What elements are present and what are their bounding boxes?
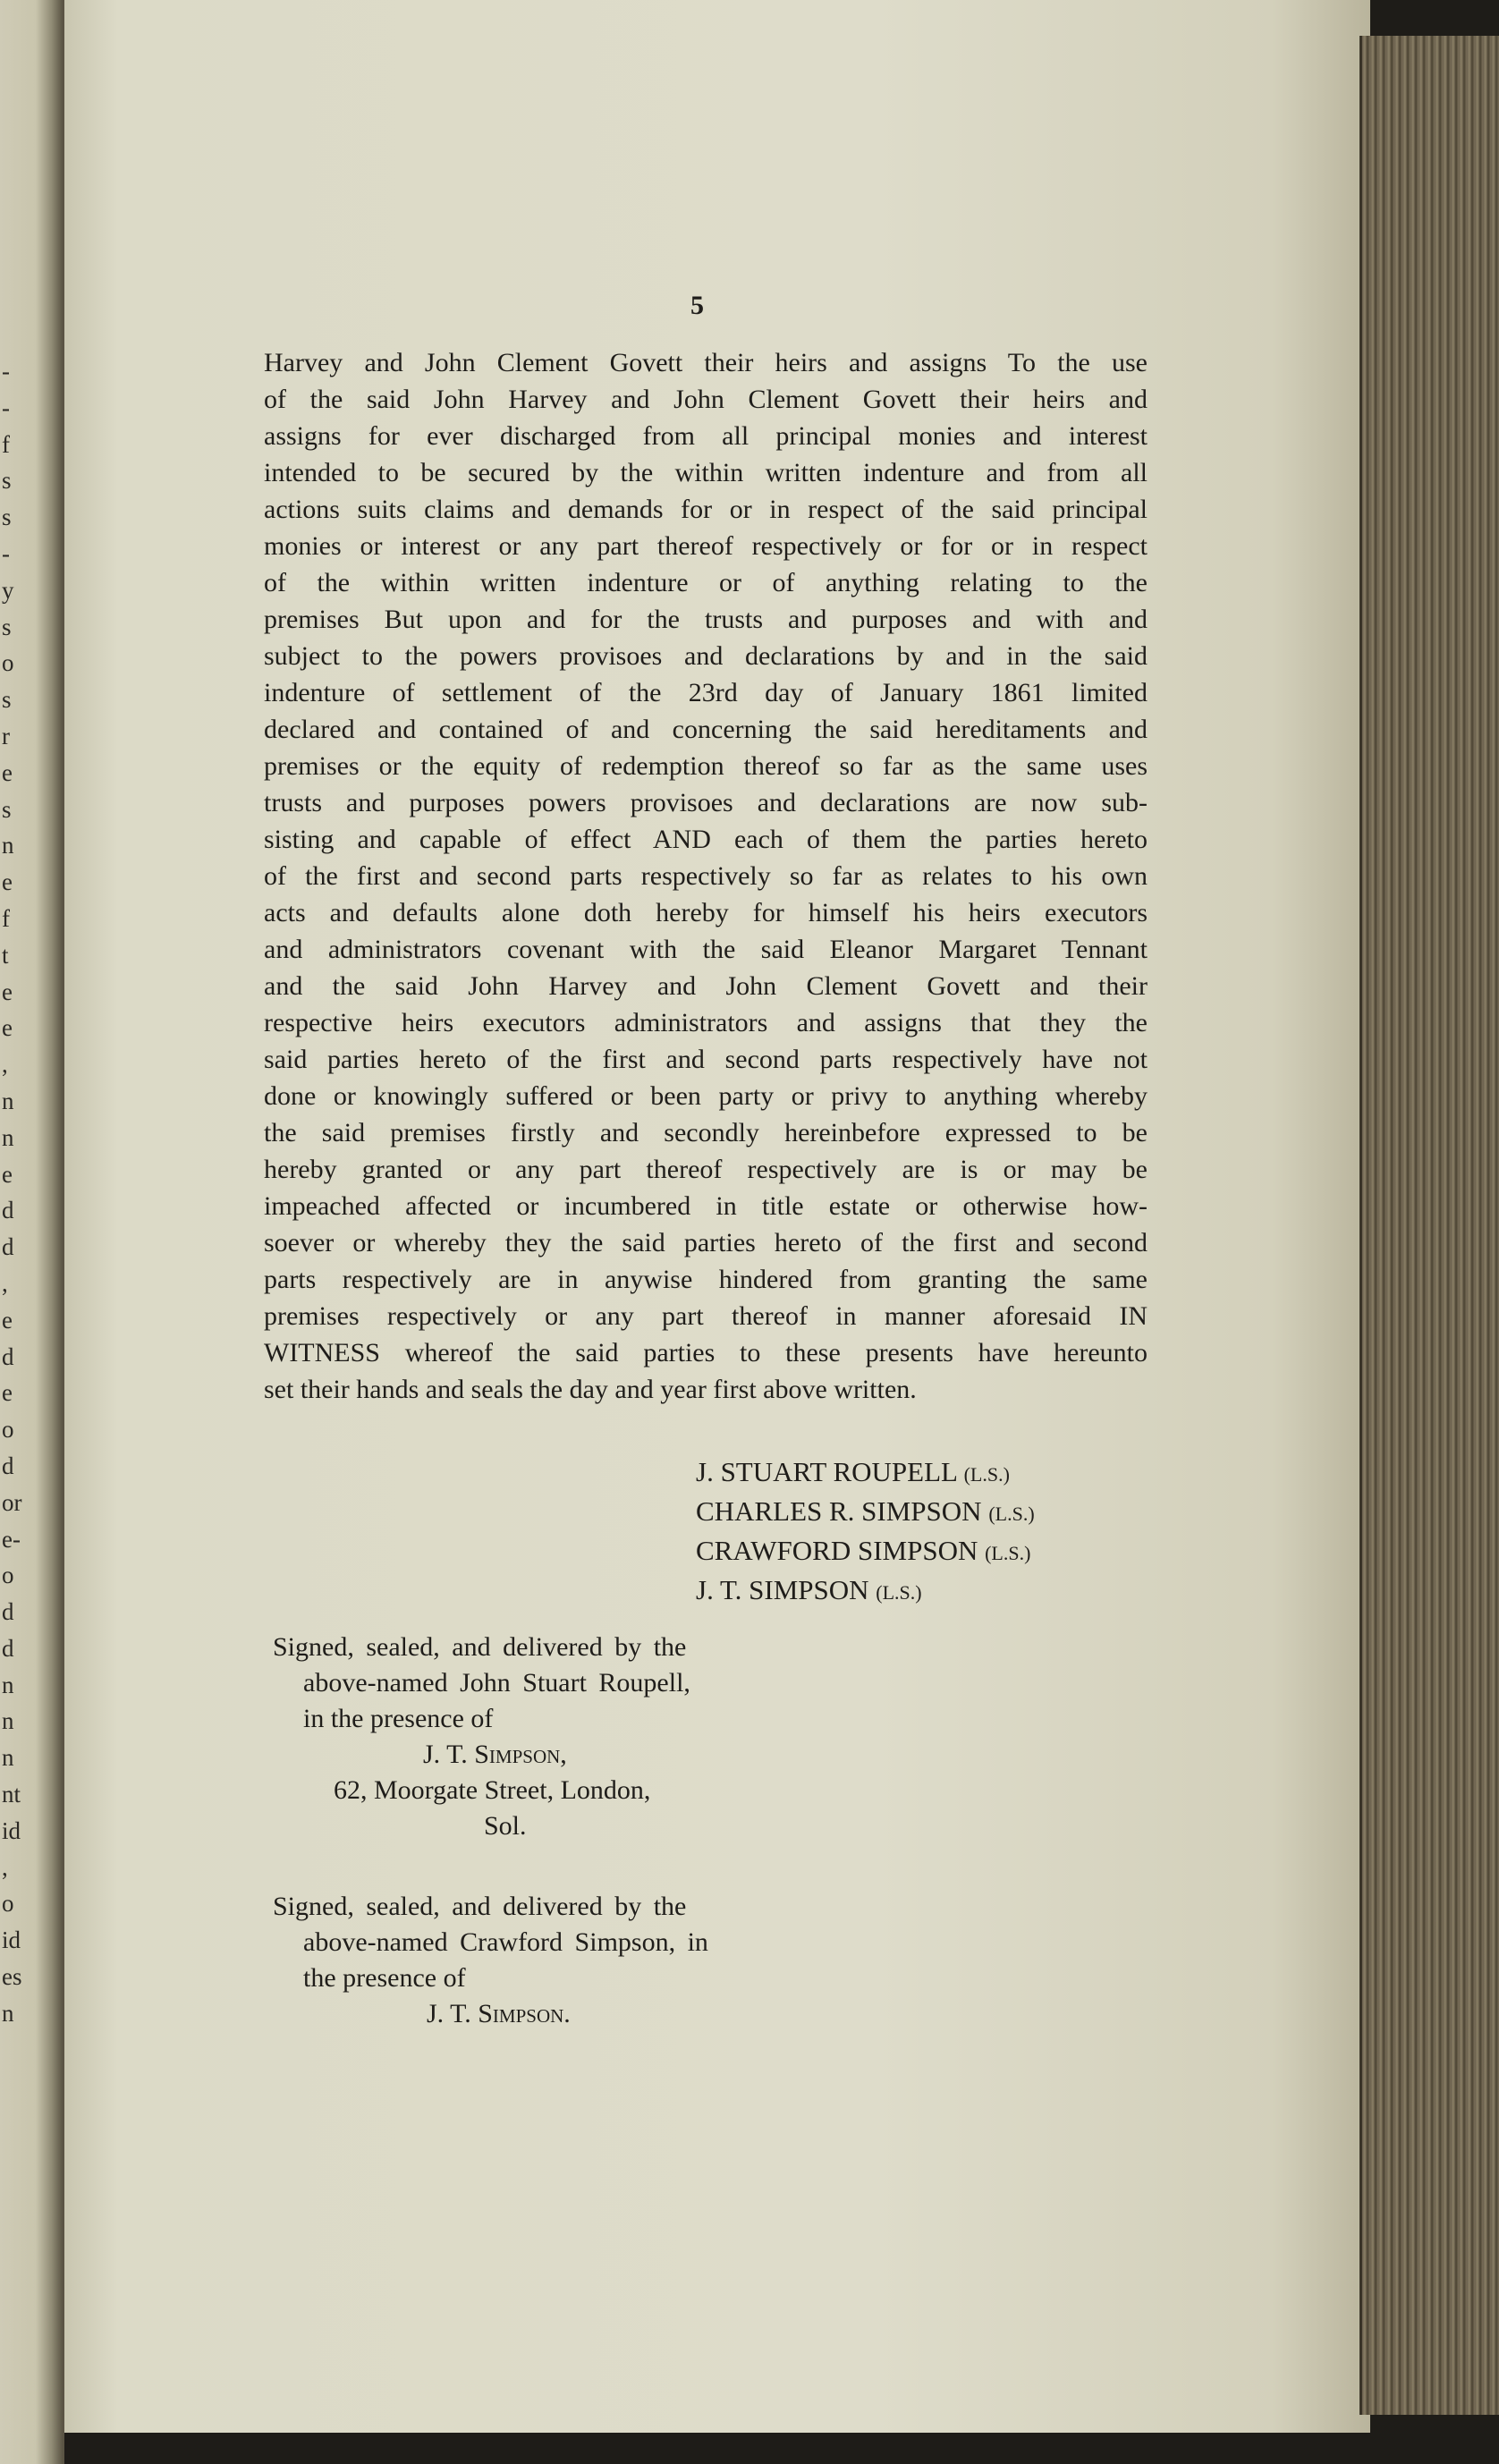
fragment-char: d: [2, 1233, 14, 1261]
fragment-char: o: [2, 1890, 14, 1918]
previous-page-text-fragments: [2, 353, 29, 2032]
fragment-char: or: [2, 1488, 22, 1516]
body-line: WITNESS whereof the said parties to these presents have hereunto: [264, 1338, 1148, 1367]
fragment-char: e-: [2, 1525, 21, 1553]
fragment-char: d: [2, 1342, 14, 1370]
page-number: 5: [690, 291, 704, 320]
body-line: indenture of settlement of the 23rd day of January 1861 limited: [264, 678, 1148, 707]
signature-line: [696, 1493, 1035, 1532]
attestation-line: in the presence of: [303, 1704, 494, 1733]
fragment-char: t: [2, 941, 9, 969]
body-line: sisting and capable of effect AND each of them the parties hereto: [264, 825, 1148, 854]
witness-title: Sol.: [484, 1811, 527, 1841]
witness-name: J. T. Simpson,: [423, 1740, 567, 1769]
body-line: premises But upon and for the trusts and purposes and with and: [264, 605, 1148, 634]
body-line: subject to the powers provisoes and declarations by and in the said: [264, 641, 1148, 671]
body-line: said parties hereto of the first and second parts respectively have not: [264, 1045, 1148, 1074]
fragment-char: s: [2, 613, 12, 640]
body-line: assigns for ever discharged from all principal monies and interest: [264, 421, 1148, 451]
body-line: premises respectively or any part thereof in manner aforesaid IN: [264, 1301, 1148, 1331]
signature-block: [696, 1453, 1035, 1611]
body-line: hereby granted or any part thereof respectively are is or may be: [264, 1155, 1148, 1184]
body-line: Harvey and John Clement Govett their heirs and assigns To the use: [264, 348, 1148, 377]
fragment-char: y: [2, 576, 14, 604]
fragment-char: e: [2, 1379, 13, 1407]
attestation-clause-roupell: [273, 1630, 690, 1844]
signatory-name: CRAWFORD SIMPSON: [696, 1535, 978, 1566]
seal-mark: (L.S.): [988, 1503, 1035, 1525]
body-line: the said premises firstly and secondly hereinbefore expressed to be: [264, 1118, 1148, 1147]
fragment-char: o: [2, 1416, 14, 1444]
attestation-line: Signed, sealed, and delivered by the: [273, 1892, 687, 1921]
fragment-char: -: [2, 539, 10, 567]
fragment-char: f: [2, 904, 10, 932]
signatory-name: J. T. SIMPSON: [696, 1574, 869, 1605]
fragment-char: ,: [2, 1269, 8, 1297]
signature-line: [696, 1532, 1035, 1571]
fragment-char: ,: [2, 1051, 8, 1079]
fragment-char: n: [2, 832, 14, 859]
deed-body-text: [264, 344, 1148, 1408]
fragment-char: e: [2, 758, 13, 786]
fragment-char: e: [2, 1014, 13, 1042]
body-line: set their hands and seals the day and year first above written.: [264, 1375, 917, 1404]
body-line: impeached affected or incumbered in title estate or otherwise how-: [264, 1191, 1148, 1221]
signature-line: [696, 1453, 1035, 1493]
fragment-char: -: [2, 358, 10, 385]
fragment-char: id: [2, 1816, 21, 1844]
fragment-char: n: [2, 1123, 14, 1151]
fragment-char: e: [2, 1306, 13, 1334]
fragment-char: r: [2, 722, 10, 749]
body-line: of the said John Harvey and John Clement Govett their heirs and: [264, 385, 1148, 414]
body-line: done or knowingly suffered or been party or privy to anything whereby: [264, 1081, 1148, 1111]
fragment-char: s: [2, 686, 12, 714]
signatory-name: J. STUART ROUPELL: [696, 1456, 957, 1487]
attestation-line: above-named Crawford Simpson, in: [303, 1927, 708, 1957]
body-line: parts respectively are in anywise hindered from granting the same: [264, 1265, 1148, 1294]
fragment-char: ,: [2, 1853, 8, 1881]
body-line: of the within written indenture or of anything relating to the: [264, 568, 1148, 597]
body-line: acts and defaults alone doth hereby for himself his heirs executors: [264, 898, 1148, 927]
body-line: of the first and second parts respectively so far as relates to his own: [264, 861, 1148, 891]
fragment-char: id: [2, 1926, 21, 1954]
fragment-char: o: [2, 1562, 14, 1589]
fragment-char: o: [2, 649, 14, 677]
fragment-char: d: [2, 1598, 14, 1626]
fragment-char: n: [2, 1671, 14, 1698]
fragment-char: d: [2, 1197, 14, 1224]
fragment-char: e: [2, 1160, 13, 1188]
fragment-char: s: [2, 467, 12, 495]
fragment-char: s: [2, 504, 12, 531]
attestation-line: Signed, sealed, and delivered by the: [273, 1632, 687, 1662]
signature-line: [696, 1571, 1035, 1611]
body-line: respective heirs executors administrators and assigns that they the: [264, 1008, 1148, 1037]
body-line: trusts and purposes powers provisoes and declarations are now sub-: [264, 788, 1148, 817]
fragment-char: d: [2, 1452, 14, 1479]
fragment-char: e: [2, 978, 13, 1005]
seal-mark: (L.S.): [876, 1581, 922, 1604]
fragment-char: e: [2, 868, 13, 896]
fragment-char: nt: [2, 1781, 21, 1808]
fragment-char: s: [2, 795, 12, 823]
body-line: and administrators covenant with the said Eleanor Margaret Tennant: [264, 935, 1148, 964]
fragment-char: n: [2, 1707, 14, 1735]
body-line: actions suits claims and demands for or in respect of the said principal: [264, 495, 1148, 524]
fragment-char: f: [2, 430, 10, 458]
body-line: soever or whereby they the said parties hereto of the first and second: [264, 1228, 1148, 1257]
fragment-char: n: [2, 1087, 14, 1114]
book-page-edges: [1359, 36, 1499, 2415]
body-line: and the said John Harvey and John Clement Govett and their: [264, 971, 1148, 1001]
fragment-char: n: [2, 1744, 14, 1772]
body-line: declared and contained of and concerning the said hereditaments and: [264, 715, 1148, 744]
previous-page-edge: [0, 0, 64, 2464]
fragment-char: d: [2, 1634, 14, 1662]
witness-address: 62, Moorgate Street, London,: [334, 1775, 651, 1805]
fragment-char: n: [2, 1999, 14, 2027]
body-line: premises or the equity of redemption thereof so far as the same uses: [264, 751, 1148, 781]
body-line: intended to be secured by the within written indenture and from all: [264, 458, 1148, 487]
witness-name: J. T. Simpson.: [427, 1999, 571, 2028]
signatory-name: CHARLES R. SIMPSON: [696, 1495, 982, 1527]
attestation-line: the presence of: [303, 1963, 466, 1993]
seal-mark: (L.S.): [963, 1463, 1010, 1486]
seal-mark: (L.S.): [985, 1542, 1031, 1564]
attestation-clause-crawford: [273, 1889, 708, 2032]
fragment-char: -: [2, 394, 10, 421]
fragment-char: es: [2, 1963, 22, 1991]
body-line: monies or interest or any part thereof respectively or for or in respect: [264, 531, 1148, 561]
attestation-line: above-named John Stuart Roupell,: [303, 1668, 690, 1698]
